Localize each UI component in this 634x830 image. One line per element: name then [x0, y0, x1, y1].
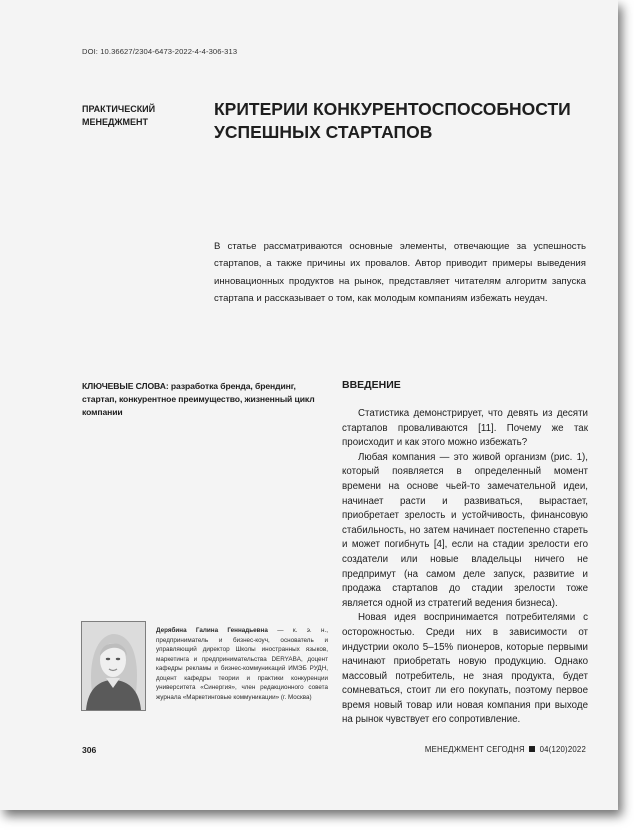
author-bio: — к. э. н., предприниматель и бизнес-коуч, основатель и управляющий директор Школы иностранных языков, маркетинга и предпринимательства DERYABA, доцент кафедры рекламы и бизнес-коммуникаций ИМЭБ РУДН, доцент кафедры теории и практики конкуренции университета «Синергия», член редакционного совета журнала «Маркетинговые коммуникации» (г. Москва) — [156, 627, 328, 701]
body-paragraph: Статистика демонстрирует, что девять из десяти стартапов проваливаются [11]. Почему же так происходит и как этого можно избежать? — [342, 408, 588, 449]
rubric-label — [82, 103, 192, 129]
body-paragraph: Новая идея воспринимается потребителями с осторожностью. Среди них в зависимости от индустрии около 5–15% пионеров, которые первыми начинают приобретать новую продукцию. Однако массовый потребитель, не зная продукта, будет сомневаться, стоит ли его покупать, поэтому первое время новый товар или новая компания при выходе на рынок чувствует его сопротивление. — [342, 612, 588, 726]
article-body — [342, 407, 588, 728]
doi: DOI: 10.36627/2304-6473-2022-4-4-306-313 — [82, 47, 238, 56]
section-heading: ВВЕДЕНИЕ — [342, 379, 401, 391]
article-abstract: В статье рассматриваются основные элементы, отвечающие за успешность стартапов, а также причины их провалов. Автор приводит примеры выведения инновационных продуктов на рынок, представляет читателям алгоритм запуска стартапа и рассказывает о том, как молодым компаниям избежать неудач. — [214, 241, 586, 305]
journal-footer — [425, 745, 586, 754]
page-number: 306 — [82, 745, 97, 755]
keywords-block — [82, 380, 322, 419]
journal-issue: 04(120)2022 — [539, 745, 586, 754]
author-name: Дерябина Галина Геннадьевна — [156, 627, 268, 634]
rubric-text: ПРАКТИЧЕСКИЙ МЕНЕДЖМЕНТ — [82, 104, 156, 127]
article-title: КРИТЕРИИ КОНКУРЕНТОСПОСОБНОСТИ УСПЕШНЫХ СТАРТАПОВ — [214, 99, 571, 142]
author-portrait-icon — [82, 622, 145, 710]
author-photo — [81, 621, 146, 711]
journal-name: МЕНЕДЖМЕНТ СЕГОДНЯ — [424, 745, 525, 754]
keywords-text: разработка бренда, брендинг, стартап, конкурентное преимущество, жизненный цикл компании — [82, 381, 315, 417]
separator-square-icon — [529, 746, 535, 752]
author-info — [156, 626, 328, 702]
keywords-label: КЛЮЧЕВЫЕ СЛОВА: — [82, 381, 169, 391]
body-paragraph: Любая компания — это живой организм (рис. 1), который появляется в определенный момент времени на основе чьей-то замечательной идеи, начинает расти и развиваться, вырастает, приобретает зрелость и устойчивость, финансовую стабильность, но затем начинает постепенно стареть и может погибнуть [4], если на стадии зрелости его создатели или новые владельцы ничего не предпримут (на самом деле запуск, развитие и продажа стартапов до стадии зрелости тоже является одной из стратегий ведения бизнеса). — [342, 451, 588, 609]
